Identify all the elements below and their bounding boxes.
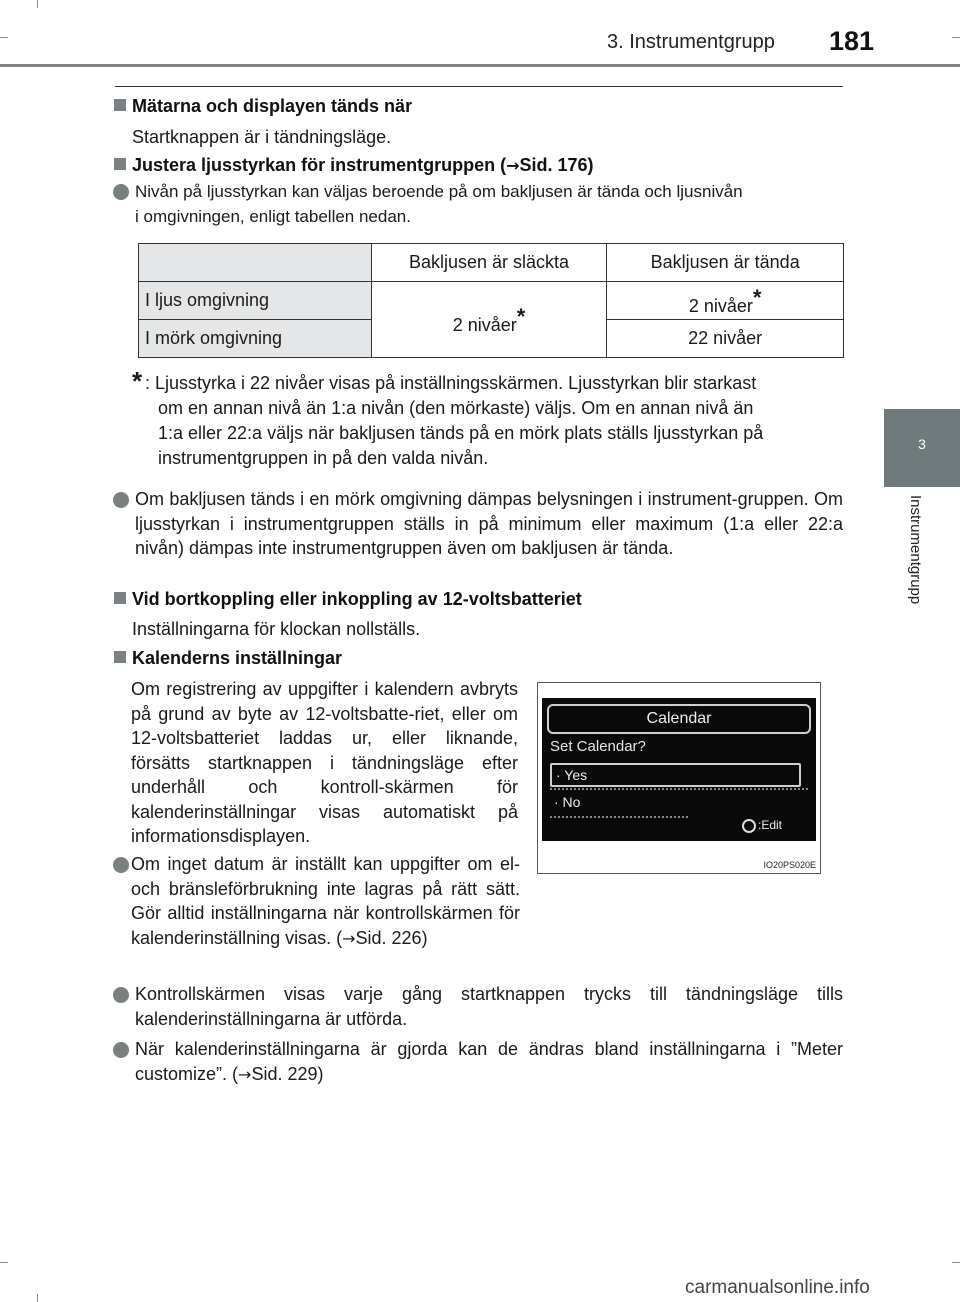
paragraph — [135, 1037, 843, 1087]
table-cell-text: 2 nivåer — [452, 314, 517, 335]
footnote-line: instrumentgruppen in på den valda nivån. — [158, 448, 489, 468]
table-cell: I ljus omgivning — [139, 282, 372, 320]
section-heading — [114, 648, 342, 669]
content-rule — [115, 86, 843, 87]
bullet-icon — [113, 857, 129, 873]
section-heading-text: Justera ljusstyrkan för instrumentgruppen ( — [132, 155, 507, 175]
calendar-screen-illustration — [537, 682, 821, 874]
paragraph-text: Om inget datum är inställt kan uppgifter om el- och bränsleförbrukning inte lagras på rätt sätt. Gör alltid inställningarna när kontrollskärmen för kalenderinställning visas. ( — [131, 854, 520, 948]
crop-mark — [952, 37, 960, 38]
crop-mark — [0, 1262, 8, 1263]
table-header-cell: Bakljusen är släckta — [371, 244, 607, 282]
section-heading — [114, 589, 582, 610]
screen-edit-hint — [742, 818, 782, 833]
arrow-icon: → — [506, 156, 520, 175]
footnote-marker: * — [132, 366, 143, 396]
table-row — [139, 244, 844, 282]
figure-code: IO20PS020E — [763, 860, 816, 870]
footnote — [145, 371, 763, 471]
footnote-line: : Ljusstyrka i 22 nivåer visas på inställningsskärmen. Ljusstyrkan blir starkast — [145, 373, 757, 393]
section-heading — [114, 155, 594, 176]
paragraph-line: Nivån på ljusstyrkan kan väljas beroende på om bakljusen är tända och ljusnivån — [135, 182, 743, 201]
screen-separator — [550, 816, 690, 818]
header-section-title: 3. Instrumentgrupp — [607, 31, 775, 53]
screen-title: Calendar — [547, 704, 811, 734]
table-cell: I mörk omgivning — [139, 320, 372, 358]
square-bullet-icon — [114, 592, 126, 604]
crop-mark — [37, 1294, 38, 1302]
square-bullet-icon — [114, 99, 126, 111]
screen-separator — [550, 788, 808, 790]
screen-question: Set Calendar? — [550, 738, 646, 755]
footnote-line: om en annan nivå än 1:a nivån (den mörkaste) väljs. Om en annan nivå än — [158, 398, 754, 418]
chapter-tab: 3 — [884, 409, 960, 487]
paragraph — [131, 852, 520, 951]
arrow-icon: → — [238, 1064, 252, 1084]
bullet-icon — [113, 987, 129, 1003]
crop-mark — [37, 0, 38, 8]
display-screen — [542, 698, 816, 841]
section-heading-text: Vid bortkoppling eller inkoppling av 12-voltsbatteriet — [132, 589, 582, 609]
section-heading-text: Mätarna och displayen tänds när — [132, 96, 413, 116]
table-header-cell: Bakljusen är tända — [607, 244, 844, 282]
header-rule — [0, 64, 960, 67]
section-heading — [114, 96, 412, 117]
paragraph: Inställningarna för klockan nollställs. — [132, 619, 421, 639]
page-reference: Sid. 176) — [519, 155, 594, 175]
screen-option-yes: · Yes — [550, 763, 801, 787]
watermark: carmanualsonline.info — [685, 1277, 870, 1298]
dial-icon — [742, 819, 756, 833]
table-cell — [371, 282, 607, 358]
arrow-icon: → — [342, 928, 356, 948]
paragraph: Om registrering av uppgifter i kalendern avbryts på grund av byte av 12-voltsbatte-riet, eller om 12-voltsbatteriet laddas ur, eller liknande, försätts startknappen i tändningsläge efter underhåll och kontroll-skärmen för kalenderinställningar visas automatiskt på informationsdisplayen. — [131, 679, 518, 846]
page-number: 181 — [829, 26, 875, 56]
footnote-marker: * — [752, 284, 762, 310]
paragraph: Kontrollskärmen visas varje gång startknappen trycks till tändningsläge tills kalenderinställningarna är utförda. — [135, 984, 843, 1029]
bullet-icon — [113, 1042, 129, 1058]
page-reference: Sid. 229) — [251, 1063, 324, 1084]
square-bullet-icon — [114, 651, 126, 663]
footnote-marker: * — [516, 303, 526, 329]
brightness-table — [138, 243, 844, 358]
paragraph-line: i omgivningen, enligt tabellen nedan. — [135, 206, 411, 226]
bullet-icon — [113, 492, 129, 508]
table-cell — [607, 282, 844, 320]
paragraph-text: När kalenderinställningarna är gjorda kan de ändras bland inställningarna i ”Meter customize”. ( — [135, 1039, 843, 1084]
crop-mark — [952, 1262, 960, 1263]
paragraph: Om bakljusen tänds i en mörk omgivning dämpas belysningen i instrument-gruppen. Om ljusstyrkan i instrumentgruppen ställs in på minimum eller maximum (1:a eller 22:a nivån) dämpas inte instrumentgruppen även om bakljusen är tända. — [135, 489, 843, 558]
screen-edit-text: :Edit — [758, 818, 783, 832]
chapter-tab-label: Instrumentgrupp — [907, 495, 924, 605]
bullet-icon — [113, 184, 129, 200]
section-heading-text: Kalenderns inställningar — [132, 648, 343, 668]
table-cell-text: 2 nivåer — [688, 295, 753, 316]
paragraph — [135, 180, 847, 229]
crop-mark — [0, 37, 8, 38]
footnote-line: 1:a eller 22:a väljs när bakljusen tänds på en mörk plats ställs ljusstyrkan på — [158, 423, 764, 443]
page-reference: Sid. 226) — [355, 927, 428, 948]
square-bullet-icon — [114, 158, 126, 170]
table-cell: 22 nivåer — [607, 320, 844, 358]
paragraph: Startknappen är i tändningsläge. — [132, 127, 392, 147]
screen-option-no: · No — [554, 794, 581, 810]
table-header-cell — [139, 244, 372, 282]
table-row — [139, 282, 844, 320]
